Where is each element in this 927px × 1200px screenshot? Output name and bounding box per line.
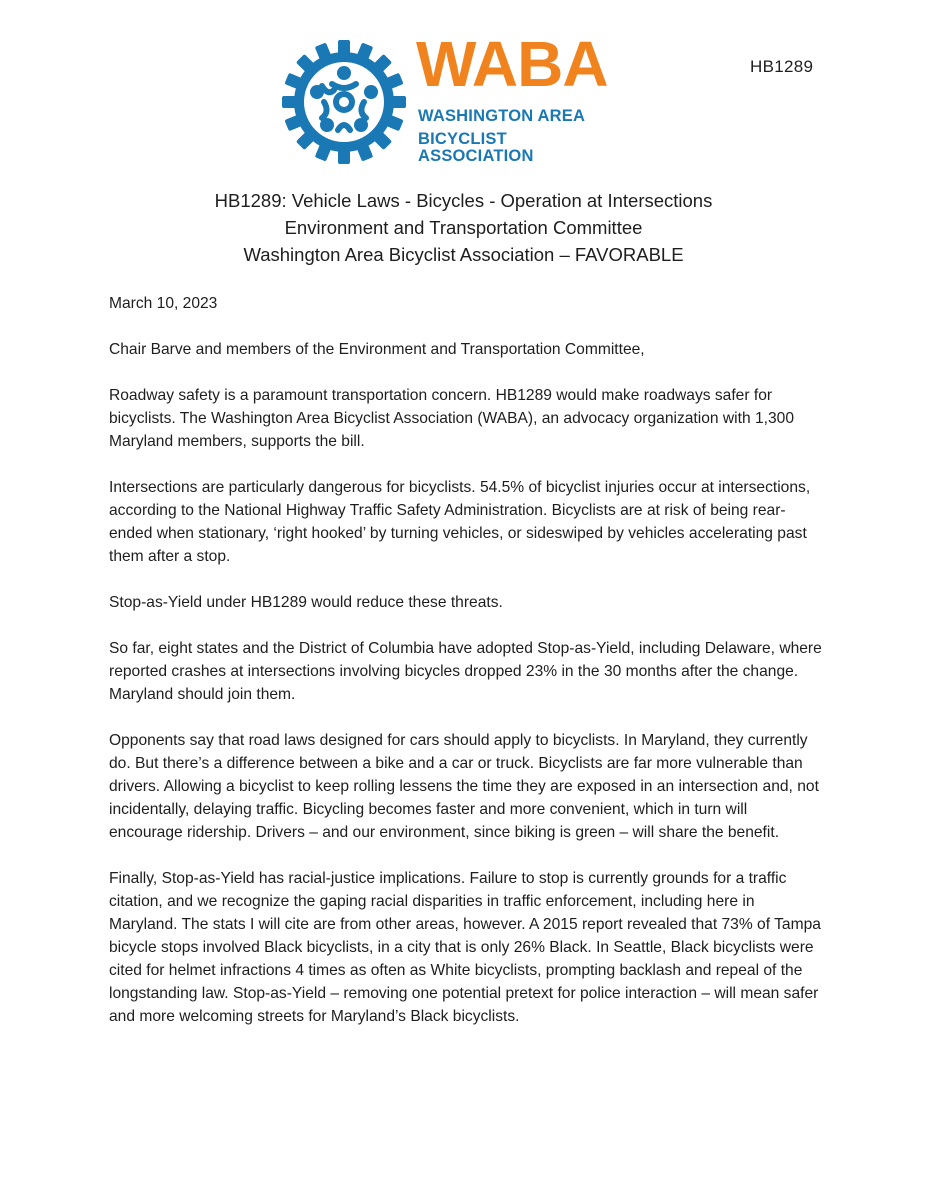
paragraph-stop-as-yield: Stop-as-Yield under HB1289 would reduce these threats. bbox=[109, 594, 503, 611]
letter-body bbox=[109, 292, 825, 1051]
document-header bbox=[0, 187, 927, 268]
bill-id: HB1289 bbox=[750, 57, 814, 76]
position-statement: Washington Area Bicyclist Association – FAVORABLE bbox=[243, 244, 684, 265]
committee-name: Environment and Transportation Committee bbox=[284, 217, 643, 238]
paragraph-racial-justice: Finally, Stop-as-Yield has racial-justice implications. Failure to stop is currently grounds for a traffic citation, and we recognize the gaping racial disparities in traffic enforcement, including here in Maryland. The stats I will cite are from other areas, however. A 2015 report revealed that 73% of Tampa bicycle stops involved Black bicyclists, in a city that is only 26% Black. In Seattle, Black bicyclists were cited for helmet infractions 4 times as often as White bicyclists, prompting backlash and repeal of the longstanding law. Stop-as-Yield – removing one potential pretext for police interaction – will mean safer and more welcoming streets for Maryland’s Black bicyclists. bbox=[109, 870, 821, 1025]
paragraph-intro: Roadway safety is a paramount transportation concern. HB1289 would make roadways safer for bicyclists. The Washington Area Bicyclist Association (WABA), an advocacy organization with 1,300 Maryland members, supports the bill. bbox=[109, 387, 794, 450]
waba-logo bbox=[282, 28, 622, 165]
logo-subtitle-line1: WASHINGTON AREA bbox=[418, 107, 586, 125]
paragraph-states: So far, eight states and the District of Columbia have adopted Stop-as-Yield, including Delaware, where reported crashes at intersections involving bicycles dropped 23% in the 30 months after the change. Maryland should join them. bbox=[109, 640, 822, 703]
logo-wordmark: WABA bbox=[416, 28, 608, 100]
logo-subtitle-line2: BICYCLIST ASSOCIATION bbox=[418, 130, 534, 165]
bill-title: HB1289: Vehicle Laws - Bicycles - Operation at Intersections bbox=[214, 190, 713, 211]
salutation: Chair Barve and members of the Environment and Transportation Committee, bbox=[109, 341, 645, 358]
bicycle-gear-icon bbox=[282, 40, 406, 164]
paragraph-intersections: Intersections are particularly dangerous for bicyclists. 54.5% of bicyclist injuries occur at intersections, according to the National Highway Traffic Safety Administration. Bicyclists are at risk of being rear-ended when stationary, ‘right hooked’ by turning vehicles, or sideswiped by vehicles accelerating past them after a stop. bbox=[109, 479, 811, 565]
letter-date: March 10, 2023 bbox=[109, 295, 218, 312]
paragraph-opponents: Opponents say that road laws designed for cars should apply to bicyclists. In Maryland, they currently do. But there’s a difference between a bike and a car or truck. Bicyclists are far more vulnerable than drivers. Allowing a bicyclist to keep rolling lessens the time they are exposed in an intersection and, not incidentally, delaying traffic. Bicycling becomes faster and more convenient, which in turn will encourage ridership. Drivers – and our environment, since biking is green – will share the benefit. bbox=[109, 732, 819, 841]
